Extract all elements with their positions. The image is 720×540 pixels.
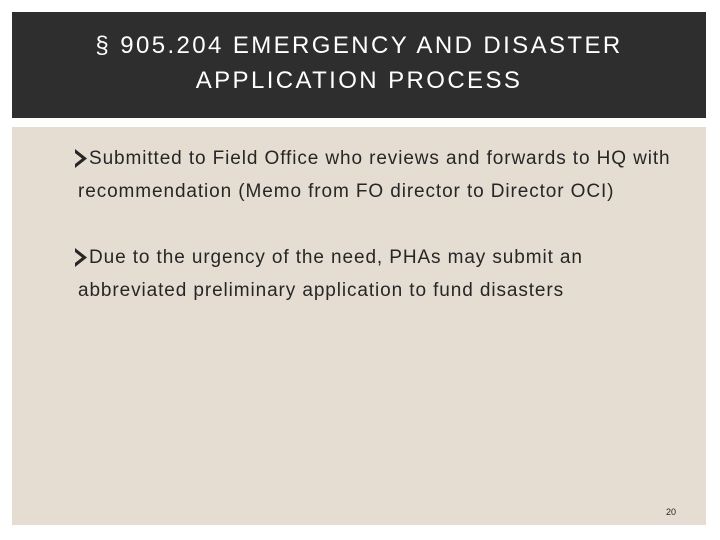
title-bar — [12, 12, 706, 118]
bullet-item — [78, 241, 688, 307]
arrow-bullet-icon — [75, 149, 87, 168]
bullet-list — [78, 142, 688, 340]
slide-title: § 905.204 EMERGENCY AND DISASTER APPLICATION PROCESS — [95, 32, 623, 94]
page-number: 20 — [665, 507, 676, 517]
content-area — [12, 127, 706, 525]
bullet-text: Due to the urgency of the need, PHAs may submit an abbreviated preliminary application to fund disasters — [78, 247, 583, 301]
bullet-item — [78, 142, 688, 208]
arrow-bullet-icon — [75, 248, 87, 267]
bullet-text: Submitted to Field Office who reviews and forwards to HQ with recommendation (Memo from FO director to Director OCI) — [78, 148, 671, 202]
